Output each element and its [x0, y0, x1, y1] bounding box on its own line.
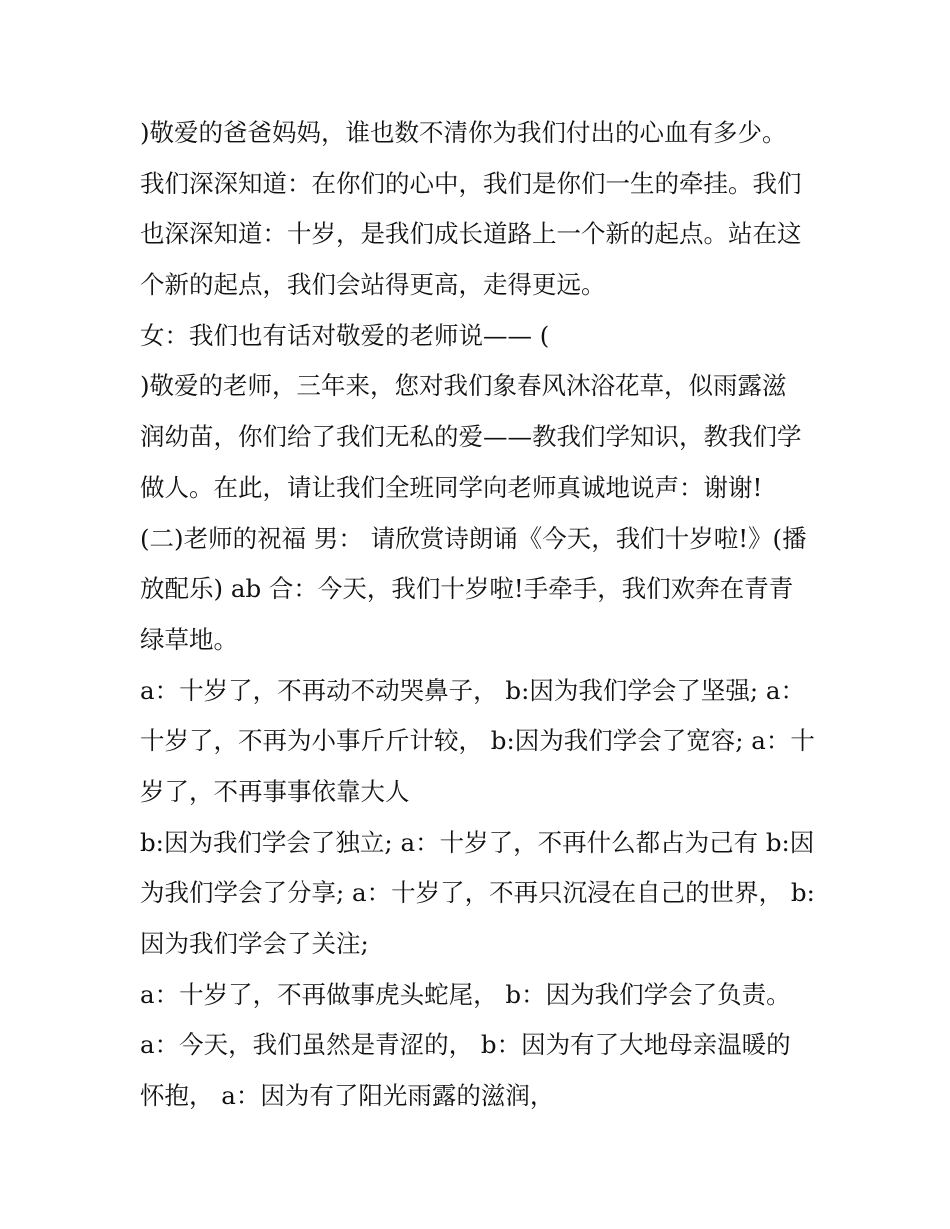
- text-line: 做人。在此，请让我们全班同学向老师真诚地说声：谢谢!: [140, 472, 763, 502]
- text-line: )敬爱的老师，三年来，您对我们象春风沐浴花草，似雨露滋: [140, 371, 787, 401]
- text-line: 绿草地。: [140, 624, 238, 654]
- text-line: a：十岁了，不再动不动哭鼻子， b:因为我们学会了坚强; a：: [140, 675, 805, 705]
- text-line: a：今天，我们虽然是青涩的， b：因为有了大地母亲温暖的: [140, 1030, 791, 1060]
- text-line: 因为我们学会了关注;: [140, 929, 369, 958]
- text-line: 岁了，不再事事依靠大人: [140, 776, 410, 806]
- text-line: )敬爱的爸爸妈妈，谁也数不清你为我们付出的心血有多少。: [140, 118, 787, 147]
- text-line: 为我们学会了分享; a：十岁了，不再只沉浸在自己的世界， b:: [140, 878, 815, 908]
- text-line: a：十岁了，不再做事虎头蛇尾， b：因为我们学会了负责。: [140, 979, 791, 1009]
- text-line: 个新的起点，我们会站得更高，走得更远。: [140, 270, 606, 300]
- text-line: (二)老师的祝福 男： 请欣赏诗朗诵《今天，我们十岁啦!》(播: [140, 523, 807, 553]
- text-line: 女：我们也有话对敬爱的老师说—— (: [140, 320, 550, 350]
- text-line: 十岁了，不再为小事斤斤计较， b:因为我们学会了宽容; a：十: [140, 726, 815, 756]
- text-line: b:因为我们学会了独立; a：十岁了，不再什么都占为己有 b:因: [140, 827, 815, 857]
- text-line: 怀抱， a：因为有了阳光雨露的滋润，: [140, 1081, 555, 1111]
- document-body: [140, 108, 830, 1122]
- text-line: 放配乐) ab 合：今天，我们十岁啦!手牵手，我们欢奔在青青: [140, 574, 794, 604]
- text-line: 润幼苗，你们给了我们无私的爱——教我们学知识，教我们学: [140, 422, 802, 452]
- text-line: 也深深知道：十岁，是我们成长道路上一个新的起点。站在这: [140, 219, 802, 249]
- text-line: 我们深深知道：在你们的心中，我们是你们一生的牵挂。我们: [140, 168, 802, 198]
